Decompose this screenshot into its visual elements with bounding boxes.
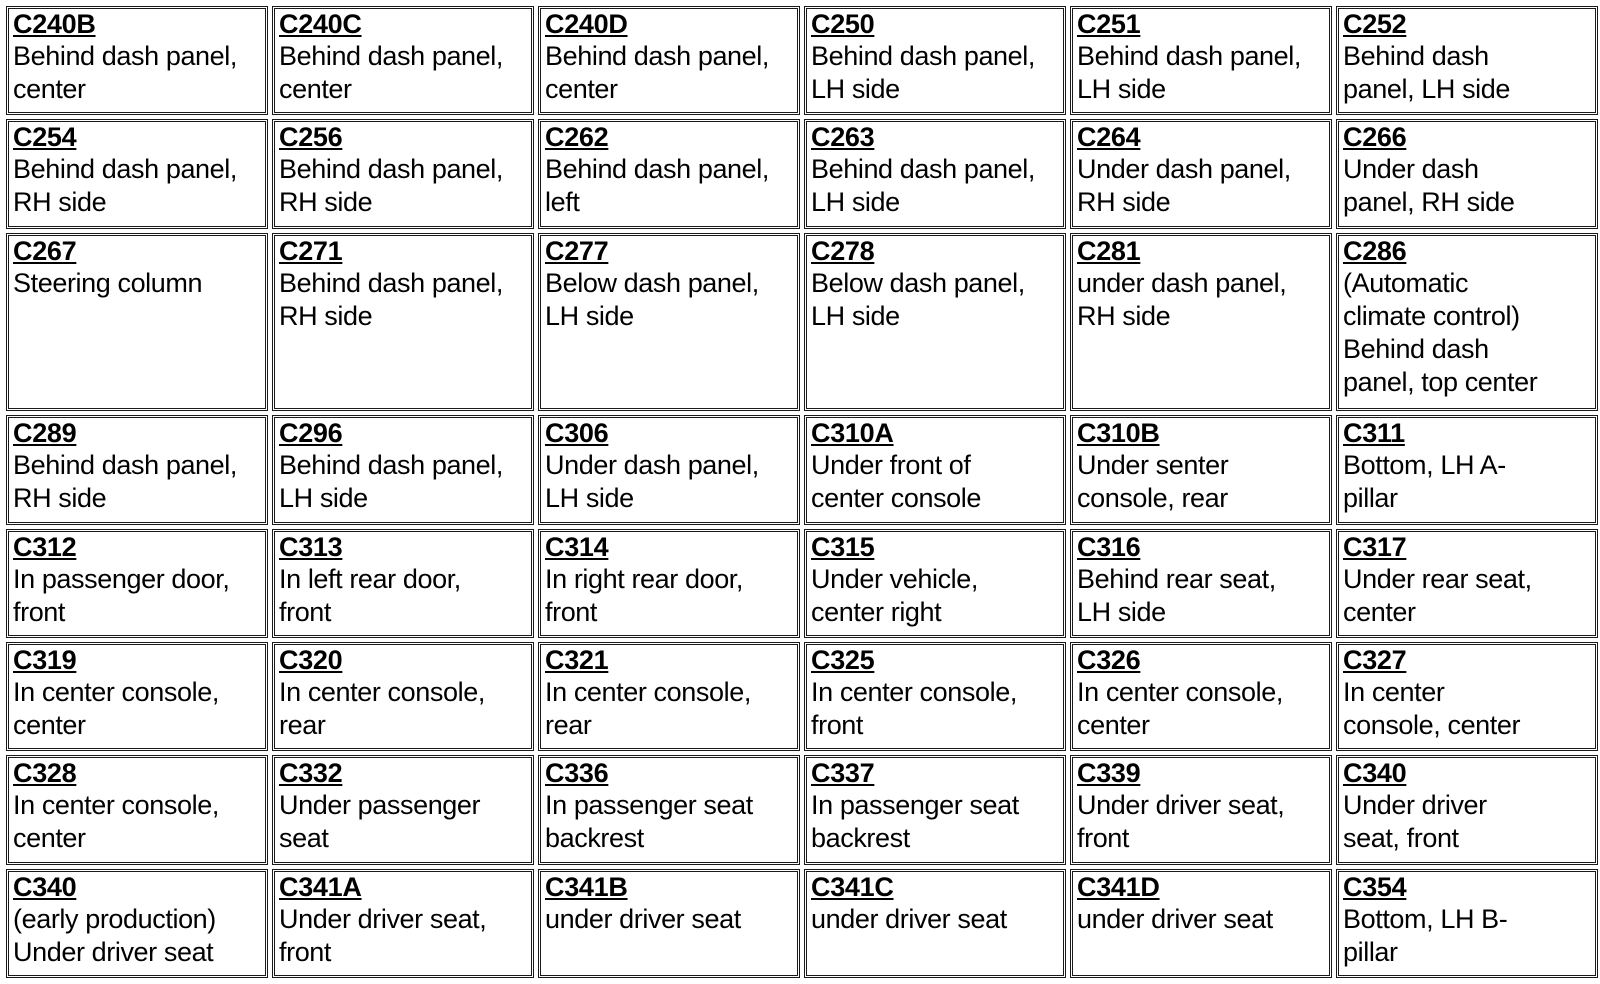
connector-cell (538, 415, 800, 524)
connector-location: Below dash panel, LH side (811, 267, 1025, 331)
connector-id: C252 (1343, 9, 1407, 39)
connector-cell (804, 415, 1066, 524)
connector-id: C321 (545, 644, 609, 675)
connector-id: C319 (13, 644, 77, 675)
connector-id: C251 (1077, 9, 1141, 39)
connector-cell (804, 529, 1066, 638)
connector-cell (6, 529, 268, 638)
connector-cell (6, 415, 268, 524)
connector-id: C327 (1343, 644, 1407, 675)
connector-location: In passenger seat backrest (811, 790, 1019, 854)
connector-table-body (6, 6, 1598, 978)
connector-cell (1336, 869, 1598, 978)
table-row (6, 869, 1598, 978)
connector-id: C320 (279, 644, 343, 675)
connector-cell (538, 869, 800, 978)
connector-location: Behind dash panel, RH side (13, 450, 237, 514)
connector-cell (1070, 119, 1332, 228)
connector-cell (804, 6, 1066, 115)
connector-id: C296 (279, 418, 343, 449)
connector-cell (538, 642, 800, 751)
connector-location: Below dash panel, LH side (545, 267, 759, 331)
connector-id: C340 (13, 871, 77, 902)
connector-id: C311 (1343, 418, 1405, 449)
connector-cell (1336, 233, 1598, 412)
connector-location: Under dash panel, RH side (1077, 154, 1291, 218)
connector-id: C332 (279, 758, 343, 789)
connector-id: C281 (1077, 235, 1141, 266)
connector-location: In center console, center (1343, 676, 1521, 740)
table-row (6, 415, 1598, 524)
connector-location: Behind dash panel, center (13, 41, 237, 104)
connector-cell (272, 415, 534, 524)
connector-cell (6, 755, 268, 864)
connector-location: under driver seat (545, 903, 741, 934)
connector-location: under driver seat (1077, 903, 1273, 934)
connector-cell (1336, 642, 1598, 751)
connector-location: Steering column (13, 267, 203, 298)
connector-location: Behind dash panel, RH side (279, 154, 503, 218)
connector-id: C254 (13, 122, 77, 153)
connector-id: C263 (811, 122, 875, 153)
connector-id: C240D (545, 9, 628, 39)
connector-location: In center console, center (13, 676, 219, 740)
connector-id: C264 (1077, 122, 1141, 153)
connector-location: In passenger door, front (13, 563, 230, 627)
connector-id: C262 (545, 122, 609, 153)
connector-cell (1070, 6, 1332, 115)
connector-location: Behind dash panel, center (279, 41, 503, 104)
connector-id: C326 (1077, 644, 1141, 675)
connector-cell (272, 642, 534, 751)
connector-location: Under driver seat, front (279, 903, 487, 967)
connector-cell (804, 642, 1066, 751)
connector-location: In center console, center (1077, 676, 1283, 740)
connector-id: C277 (545, 235, 609, 266)
table-row (6, 6, 1598, 115)
connector-id: C266 (1343, 122, 1407, 153)
connector-cell (1070, 755, 1332, 864)
connector-cell (538, 529, 800, 638)
connector-cell (6, 233, 268, 412)
connector-location: under dash panel, RH side (1077, 267, 1287, 331)
connector-location: Behind dash panel, left (545, 154, 769, 218)
connector-location: In center console, rear (279, 676, 485, 740)
connector-cell (804, 755, 1066, 864)
connector-location: Under dash panel, RH side (1343, 154, 1515, 218)
connector-location: Under rear seat, center (1343, 563, 1532, 627)
connector-location: In left rear door, front (279, 563, 461, 627)
connector-location: Behind dash panel, RH side (279, 267, 503, 331)
connector-location: Under passenger seat (279, 790, 481, 854)
connector-cell (1070, 869, 1332, 978)
connector-cell (272, 119, 534, 228)
connector-id: C278 (811, 235, 875, 266)
connector-location: Under driver seat, front (1343, 790, 1487, 854)
connector-cell (1336, 6, 1598, 115)
connector-cell (1336, 415, 1598, 524)
connector-id: C313 (279, 531, 343, 562)
connector-id: C315 (811, 531, 875, 562)
connector-location: In right rear door, front (545, 563, 744, 627)
connector-id: C286 (1343, 235, 1407, 266)
connector-cell (804, 869, 1066, 978)
connector-id: C341B (545, 871, 628, 902)
connector-location: Behind dash panel, LH side (279, 450, 503, 514)
connector-location: (early production) Under driver seat (13, 903, 216, 967)
connector-cell (1070, 642, 1332, 751)
connector-id: C256 (279, 122, 343, 153)
connector-location: Under dash panel, LH side (545, 450, 759, 514)
connector-location-table (2, 2, 1600, 982)
connector-location: In center console, center (13, 790, 219, 854)
connector-id: C250 (811, 9, 875, 39)
connector-location: Behind dash panel, LH side (811, 154, 1035, 218)
connector-cell (1336, 119, 1598, 228)
connector-location: Under vehicle, center right (811, 563, 978, 627)
connector-location: Behind dash panel, LH side (1077, 41, 1301, 104)
table-row (6, 529, 1598, 638)
connector-cell (1070, 233, 1332, 412)
connector-cell (1070, 415, 1332, 524)
connector-cell (272, 869, 534, 978)
connector-cell (538, 233, 800, 412)
connector-id: C240C (279, 9, 362, 39)
connector-id: C240B (13, 9, 96, 39)
connector-cell (6, 869, 268, 978)
connector-id: C341D (1077, 871, 1160, 902)
connector-id: C337 (811, 758, 875, 789)
connector-id: C340 (1343, 758, 1407, 789)
connector-id: C341C (811, 871, 894, 902)
connector-cell (1336, 529, 1598, 638)
connector-cell (272, 6, 534, 115)
connector-location: In passenger seat backrest (545, 790, 753, 854)
connector-cell (6, 119, 268, 228)
connector-cell (272, 755, 534, 864)
connector-location: Bottom, LH A- pillar (1343, 450, 1506, 514)
connector-cell (272, 233, 534, 412)
connector-cell (538, 6, 800, 115)
connector-cell (6, 642, 268, 751)
connector-cell (1336, 755, 1598, 864)
connector-cell (804, 119, 1066, 228)
connector-location: Behind dash panel, LH side (811, 41, 1035, 104)
connector-id: C317 (1343, 531, 1407, 562)
table-row (6, 233, 1598, 412)
connector-cell (6, 6, 268, 115)
connector-cell (1070, 529, 1332, 638)
connector-location: Behind dash panel, RH side (13, 154, 237, 218)
connector-id: C325 (811, 644, 875, 675)
connector-id: C267 (13, 235, 77, 266)
connector-location: (Automatic climate control) Behind dash panel, top center (1343, 267, 1538, 397)
connector-id: C316 (1077, 531, 1141, 562)
connector-location: Under front of center console (811, 450, 982, 514)
connector-location: Behind rear seat, LH side (1077, 563, 1276, 627)
table-row (6, 755, 1598, 864)
connector-id: C306 (545, 418, 609, 449)
connector-location: Under senter console, rear (1077, 450, 1229, 514)
connector-id: C310B (1077, 418, 1160, 449)
connector-id: C354 (1343, 871, 1407, 902)
connector-location: In center console, front (811, 676, 1017, 740)
connector-location: under driver seat (811, 903, 1007, 934)
connector-id: C312 (13, 531, 77, 562)
connector-id: C339 (1077, 758, 1141, 789)
connector-id: C271 (279, 235, 343, 266)
connector-id: C314 (545, 531, 609, 562)
connector-cell (538, 755, 800, 864)
connector-location: In center console, rear (545, 676, 751, 740)
connector-location: Behind dash panel, LH side (1343, 41, 1511, 104)
table-row (6, 642, 1598, 751)
table-row (6, 119, 1598, 228)
connector-location: Under driver seat, front (1077, 790, 1285, 854)
connector-id: C289 (13, 418, 77, 449)
connector-cell (538, 119, 800, 228)
connector-id: C328 (13, 758, 77, 789)
connector-cell (272, 529, 534, 638)
connector-id: C310A (811, 418, 894, 449)
connector-id: C336 (545, 758, 609, 789)
connector-location: Bottom, LH B- pillar (1343, 903, 1508, 967)
connector-location: Behind dash panel, center (545, 41, 769, 104)
connector-id: C341A (279, 871, 362, 902)
connector-cell (804, 233, 1066, 412)
